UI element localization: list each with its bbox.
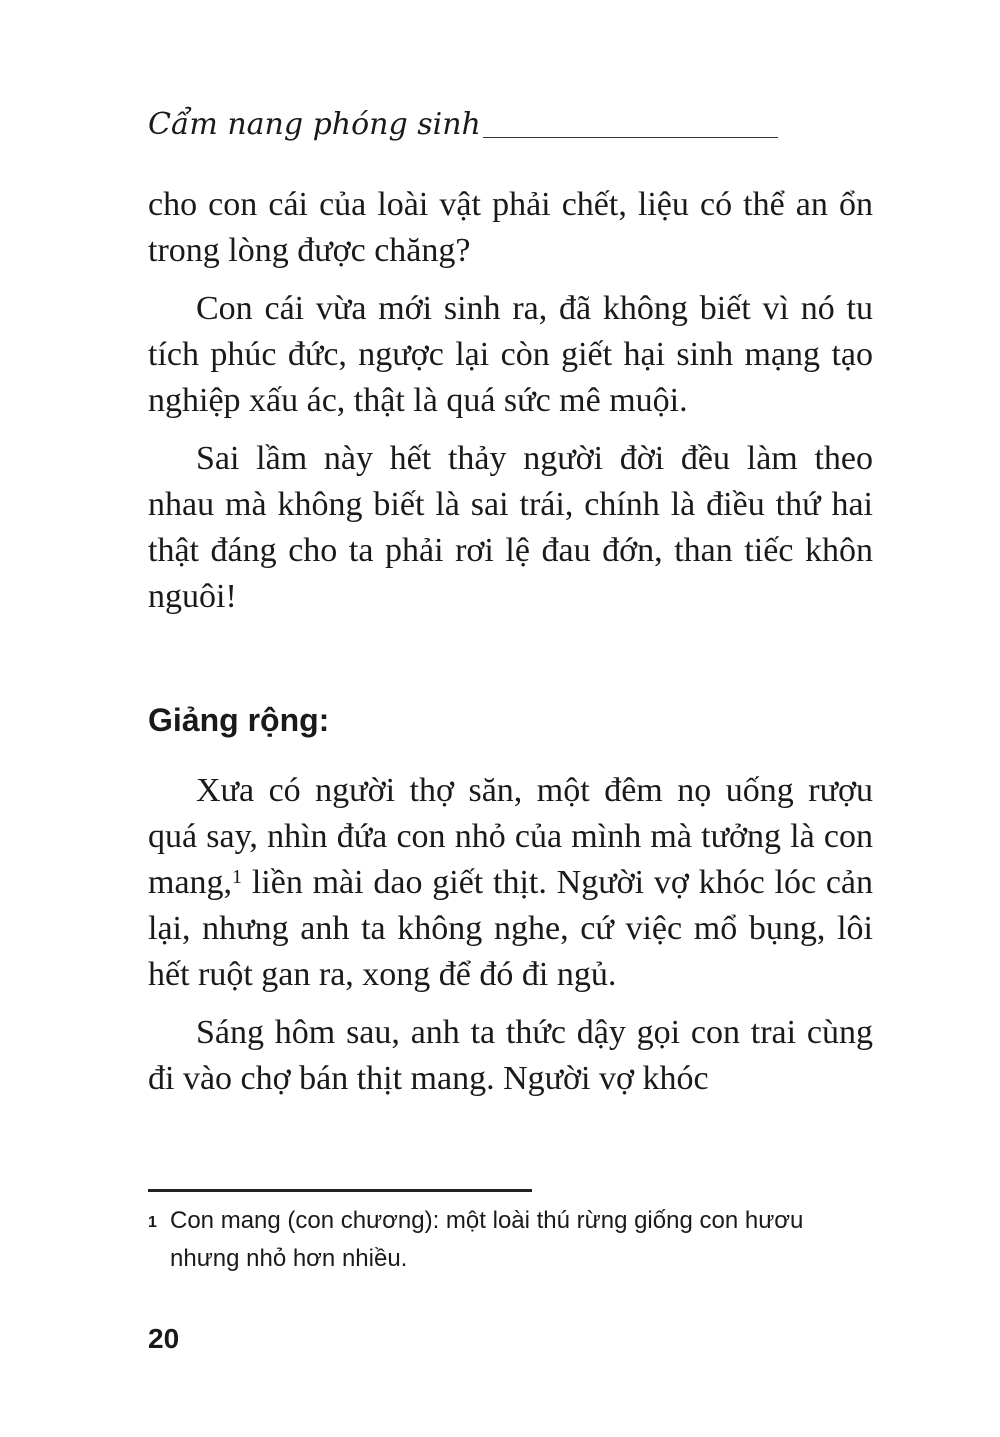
- footnote-reference: 1: [232, 866, 243, 888]
- page-number: 20: [148, 1323, 180, 1354]
- section-heading: Giảng rộng:: [148, 702, 330, 738]
- paragraph: Con cái vừa mới sinh ra, đã không biết vì nó tu tích phúc đức, ngược lại còn giết hại sinh mạng tạo nghiệp xấu ác, thật là quá sức mê muội.: [148, 290, 873, 419]
- running-title: Cẩm nang phóng sinh: [148, 107, 481, 142]
- footnote-rule: [148, 1189, 532, 1192]
- footnote-text: Con mang (con chương): một loài thú rừng giống con hươu nhưng nhỏ hơn nhiều.: [170, 1207, 804, 1272]
- running-header: [148, 100, 778, 144]
- paragraph: Sáng hôm sau, anh ta thức dậy gọi con trai cùng đi vào chợ bán thịt mang. Người vợ khóc: [148, 1014, 873, 1097]
- body-section-2: [148, 768, 873, 1114]
- paragraph-text: liền mài dao giết thịt. Người vợ khóc lóc cản lại, nhưng anh ta không nghe, cứ việc mổ bụng, lôi hết ruột gan ra, xong để đó đi ngủ.: [148, 864, 873, 993]
- paragraph: [148, 768, 873, 998]
- body-section-1: [148, 182, 873, 632]
- paragraph: Sai lầm này hết thảy người đời đều làm theo nhau mà không biết là sai trái, chính là điều thứ hai thật đáng cho ta phải rơi lệ đau đớn, than tiếc khôn nguôi!: [148, 440, 873, 615]
- footnote-mark: 1: [148, 1214, 157, 1231]
- paragraph: cho con cái của loài vật phải chết, liệu có thể an ổn trong lòng được chăng?: [148, 186, 873, 269]
- footnote: [148, 1202, 873, 1278]
- header-rule: [483, 137, 778, 138]
- paragraph-text: Xưa có người thợ săn, một đêm nọ uống rượu quá say, nhìn đứa con nhỏ của mình mà tưởng là con mang,: [148, 772, 873, 901]
